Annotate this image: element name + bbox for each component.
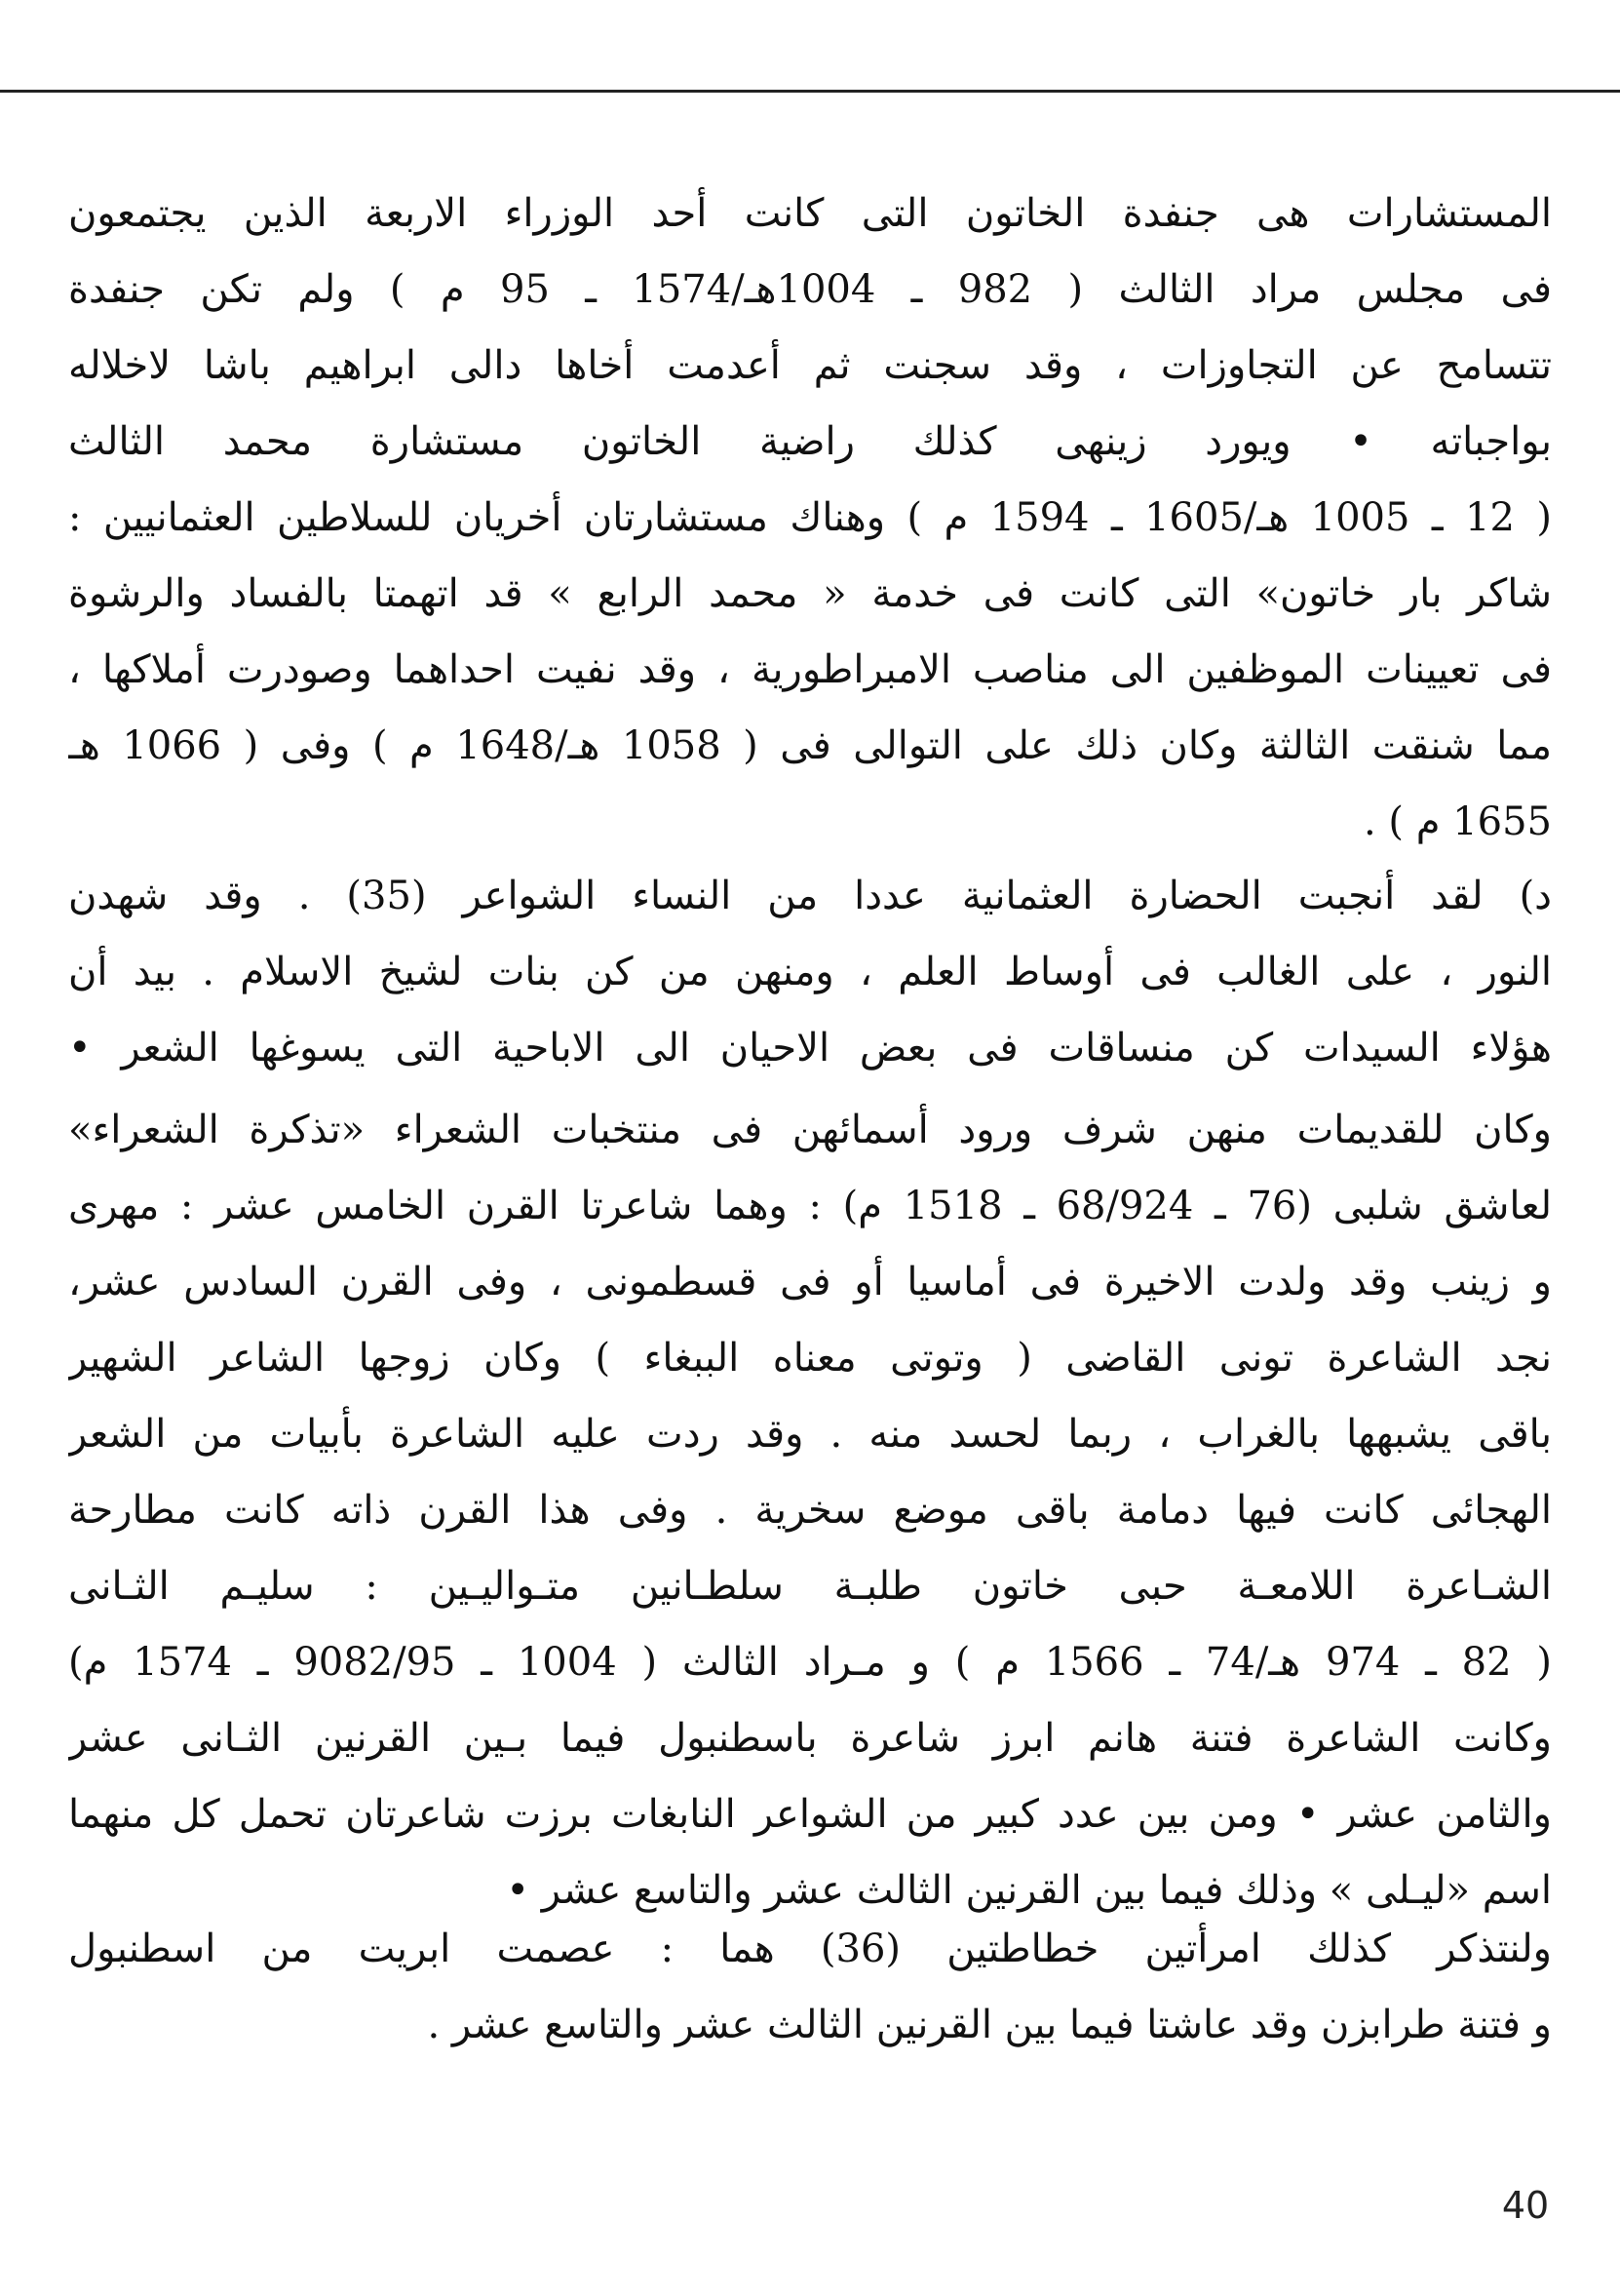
text-line: و زينب وقد ولدت الاخيرة فى أماسيا أو فى قسطمونى ، وفى القرن السادس عشر،: [68, 1260, 1552, 1304]
paragraph-1: [68, 175, 1552, 860]
text-line: فى مجلس مراد الثالث ( 982 ـ 1004هـ/1574 ـ 95 م ) ولم تكن جنفدة: [68, 267, 1552, 312]
text-line: د) لقد أنجبت الحضارة العثمانية عددا من النساء الشواعر (35) . وقد شهدن: [68, 874, 1552, 918]
text-line: شاكر بار خاتون» التى كانت فى خدمة « محمد الرابع » قد اتهمتا بالفساد والرشوة: [68, 571, 1552, 616]
text-line: وكان للقديمات منهن شرف ورود أسمائهن فى منتخبات الشعراء «تذكرة الشعراء»: [68, 1108, 1552, 1152]
paragraph-4: [68, 1911, 1552, 2063]
text-line: باقى يشبهها بالغراب ، ربما لحسد منه . وقد ردت عليه الشاعرة بأبيات من الشعر: [68, 1412, 1552, 1457]
text-line: نجد الشاعرة تونى القاضى ( وتوتى معناه الببغاء ) وكان زوجها الشاعر الشهير: [68, 1336, 1552, 1381]
text-line: فى تعيينات الموظفين الى مناصب الامبراطورية ، وقد نفيت احداهما وصودرت أملاكها ،: [68, 647, 1552, 692]
text-line: الشـاعرة اللامعـة حبى خاتون طلبـة سلطـانين متـواليـين : سليـم الثـانى: [68, 1564, 1552, 1609]
paragraph-2: [68, 858, 1552, 1086]
text-line: 1655 م ) .: [1363, 799, 1552, 844]
text-line: والثامن عشر • ومن بين عدد كبير من الشواعر النابغات برزت شاعرتان تحمل كل منهما: [68, 1792, 1552, 1837]
text-line: ( 82 ـ 974 هـ/74 ـ 1566 م ) و مـراد الثالث ( 1004 ـ 9082/95 ـ 1574 م): [68, 1640, 1552, 1685]
text-line: هؤلاء السيدات كن منساقات فى بعض الاحيان الى الاباحية التى يسوغها الشعر •: [68, 1026, 1552, 1070]
text-line: ولنتذكر كذلك امرأتين خطاطتين (36) هما : عصمت ابريت من اسطنبول: [68, 1926, 1552, 1971]
text-line: اسم «ليـلى » وذلك فيما بين القرنين الثالث عشر والتاسع عشر •: [506, 1868, 1552, 1913]
page-number: 40: [1501, 2184, 1550, 2227]
text-line: مما شنقت الثالثة وكان ذلك على التوالى فى ( 1058 هـ/1648 م ) وفى ( 1066 هـ: [68, 723, 1552, 768]
top-rule: [0, 90, 1620, 93]
text-line: لعاشق شلبى (76 ـ 68/924 ـ 1518 م) : وهما شاعرتا القرن الخامس عشر : مهرى: [68, 1184, 1552, 1228]
text-line: بواجباته • ويورد زينهى كذلك راضية الخاتون مستشارة محمد الثالث: [68, 419, 1552, 464]
paragraph-3: [68, 1092, 1552, 1928]
text-line: و فتنة طرابزن وقد عاشتا فيما بين القرنين الثالث عشر والتاسع عشر .: [427, 2003, 1552, 2047]
text-line: تتسامح عن التجاوزات ، وقد سجنت ثم أعدمت أخاها دالى ابراهيم باشا لاخلاله: [68, 343, 1552, 388]
text-line: الهجائى كانت فيها دمامة باقى موضع سخرية . وفى هذا القرن ذاته كانت مطارحة: [68, 1488, 1552, 1533]
text-line: المستشارات هى جنفدة الخاتون التى كانت أحد الوزراء الاربعة الذين يجتمعون: [68, 191, 1552, 236]
text-line: ( 12 ـ 1005 هـ/1605 ـ 1594 م ) وهناك مستشارتان أخريان للسلاطين العثمانيين :: [68, 495, 1552, 540]
text-line: النور ، على الغالب فى أوساط العلم ، ومنهن من كن بنات لشيخ الاسلام . بيد أن: [68, 950, 1552, 994]
text-line: وكانت الشاعرة فتنة هانم ابرز شاعرة باسطنبول فيما بـين القرنين الثـانى عشر: [68, 1716, 1552, 1761]
